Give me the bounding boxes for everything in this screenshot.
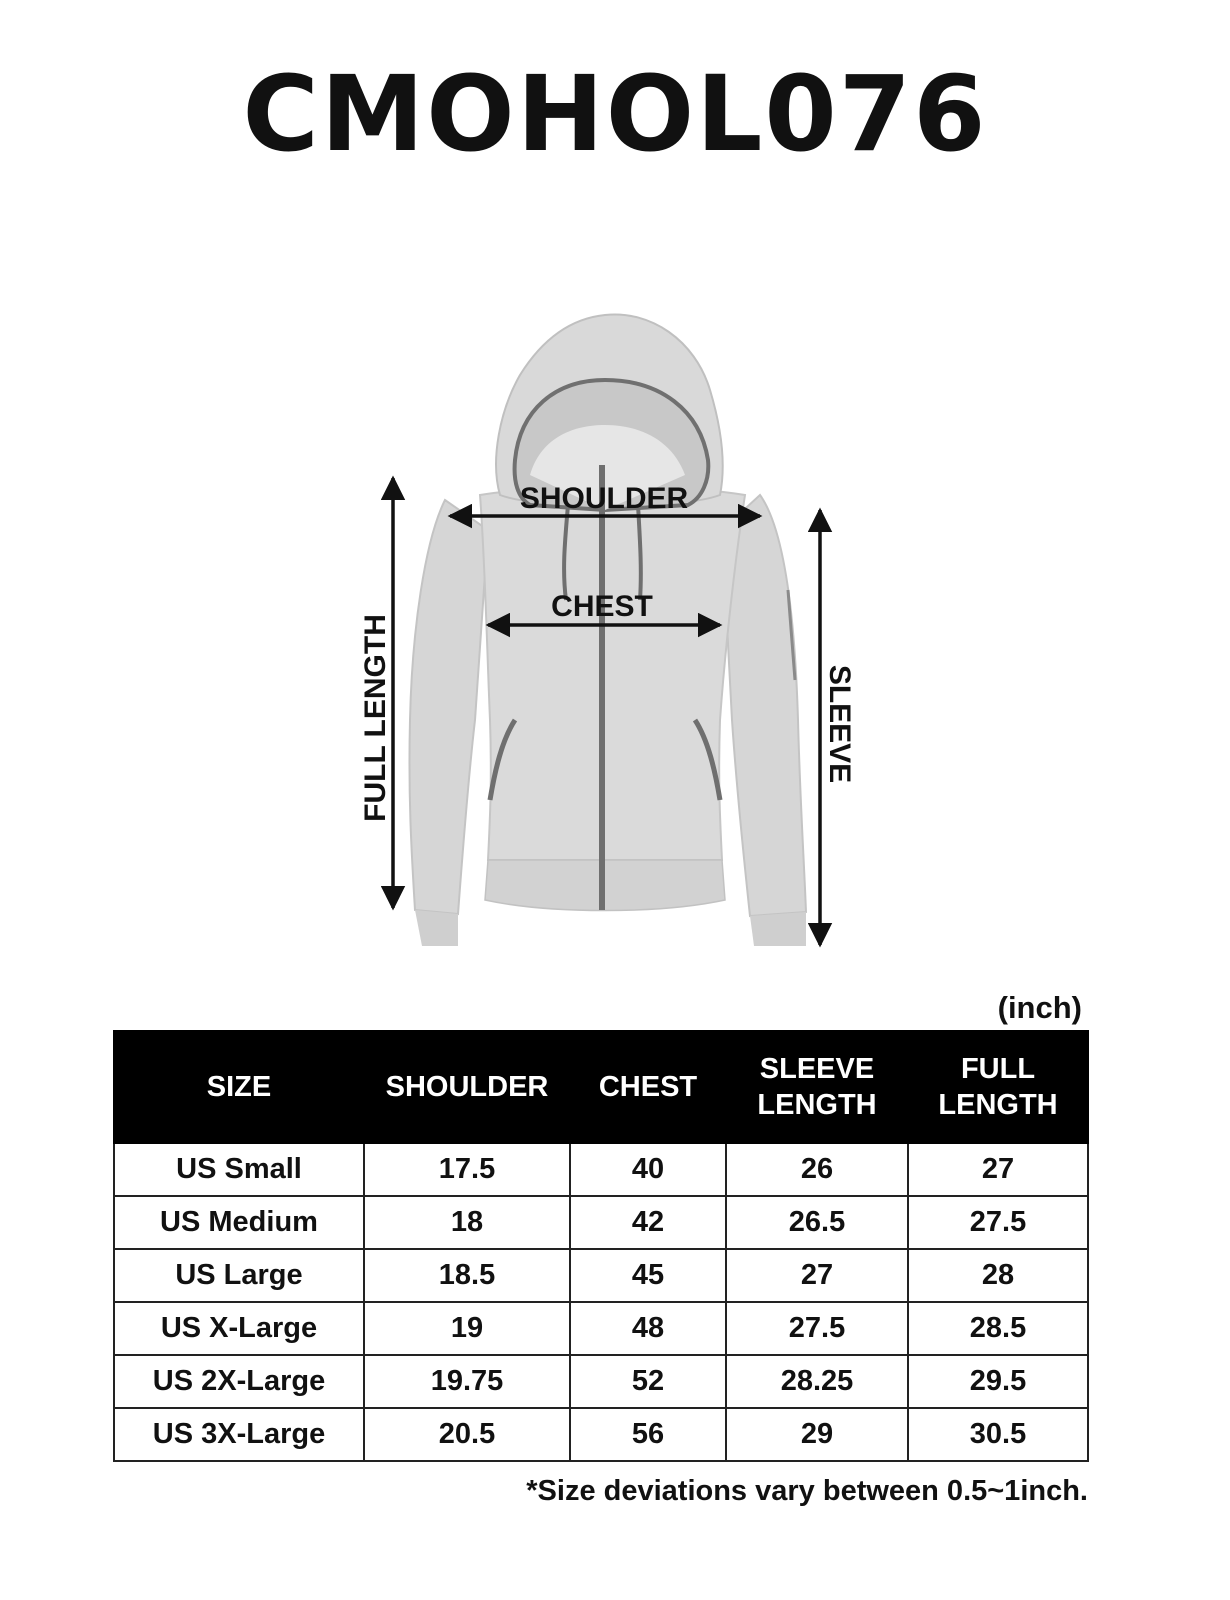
header-size: SIZE (114, 1031, 364, 1143)
table-row (114, 1355, 1088, 1408)
cell-shoulder: 17.5 (364, 1143, 570, 1196)
header-sleeve-length (726, 1031, 908, 1143)
header-sleeve-line1: SLEEVE (759, 1052, 875, 1085)
cell-sleeve: 27.5 (726, 1302, 908, 1355)
cell-size: US 3X-Large (114, 1408, 364, 1461)
cell-full-length: 27 (908, 1143, 1088, 1196)
header-full-line1: FULL (960, 1052, 1036, 1085)
full-length-label: FULL LENGTH (359, 614, 392, 822)
cell-size: US X-Large (114, 1302, 364, 1355)
product-code-title: CMOHOL076 (242, 53, 988, 175)
cell-full-length: 28 (908, 1249, 1088, 1302)
cell-chest: 42 (570, 1196, 726, 1249)
cell-chest: 40 (570, 1143, 726, 1196)
table-row (114, 1143, 1088, 1196)
cell-shoulder: 19 (364, 1302, 570, 1355)
cell-size: US Small (114, 1143, 364, 1196)
shoulder-label: SHOULDER (519, 482, 689, 515)
cell-sleeve: 26 (726, 1143, 908, 1196)
cell-size: US 2X-Large (114, 1355, 364, 1408)
cell-shoulder: 18.5 (364, 1249, 570, 1302)
sleeve-label: SLEEVE (823, 664, 856, 784)
cell-size: US Large (114, 1249, 364, 1302)
left-sleeve (409, 500, 488, 914)
table-header-row (114, 1031, 1088, 1143)
right-cuff (750, 912, 806, 946)
cell-chest: 56 (570, 1408, 726, 1461)
table-row (114, 1196, 1088, 1249)
cell-full-length: 30.5 (908, 1408, 1088, 1461)
cell-full-length: 29.5 (908, 1355, 1088, 1408)
cell-sleeve: 26.5 (726, 1196, 908, 1249)
size-chart-table (113, 1030, 1089, 1462)
table-row (114, 1302, 1088, 1355)
cell-chest: 45 (570, 1249, 726, 1302)
header-full-length (908, 1031, 1088, 1143)
header-shoulder: SHOULDER (364, 1031, 570, 1143)
cell-shoulder: 20.5 (364, 1408, 570, 1461)
hoodie-measurement-diagram (340, 300, 900, 980)
cell-chest: 48 (570, 1302, 726, 1355)
left-cuff (415, 910, 458, 946)
cell-shoulder: 19.75 (364, 1355, 570, 1408)
unit-label: (inch) (997, 990, 1082, 1025)
cell-shoulder: 18 (364, 1196, 570, 1249)
cell-sleeve: 28.25 (726, 1355, 908, 1408)
cell-size: US Medium (114, 1196, 364, 1249)
cell-chest: 52 (570, 1355, 726, 1408)
header-chest: CHEST (570, 1031, 726, 1143)
cell-full-length: 28.5 (908, 1302, 1088, 1355)
table-row (114, 1249, 1088, 1302)
cell-full-length: 27.5 (908, 1196, 1088, 1249)
chest-label: CHEST (551, 590, 653, 623)
header-sleeve-line2: LENGTH (757, 1089, 877, 1121)
table-row (114, 1408, 1088, 1461)
cell-sleeve: 29 (726, 1408, 908, 1461)
header-full-line2: LENGTH (938, 1089, 1058, 1121)
size-deviation-note: *Size deviations vary between 0.5~1inch. (526, 1475, 1088, 1507)
cell-sleeve: 27 (726, 1249, 908, 1302)
hoodie-illustration (340, 300, 900, 980)
hoodie-body (480, 487, 745, 860)
